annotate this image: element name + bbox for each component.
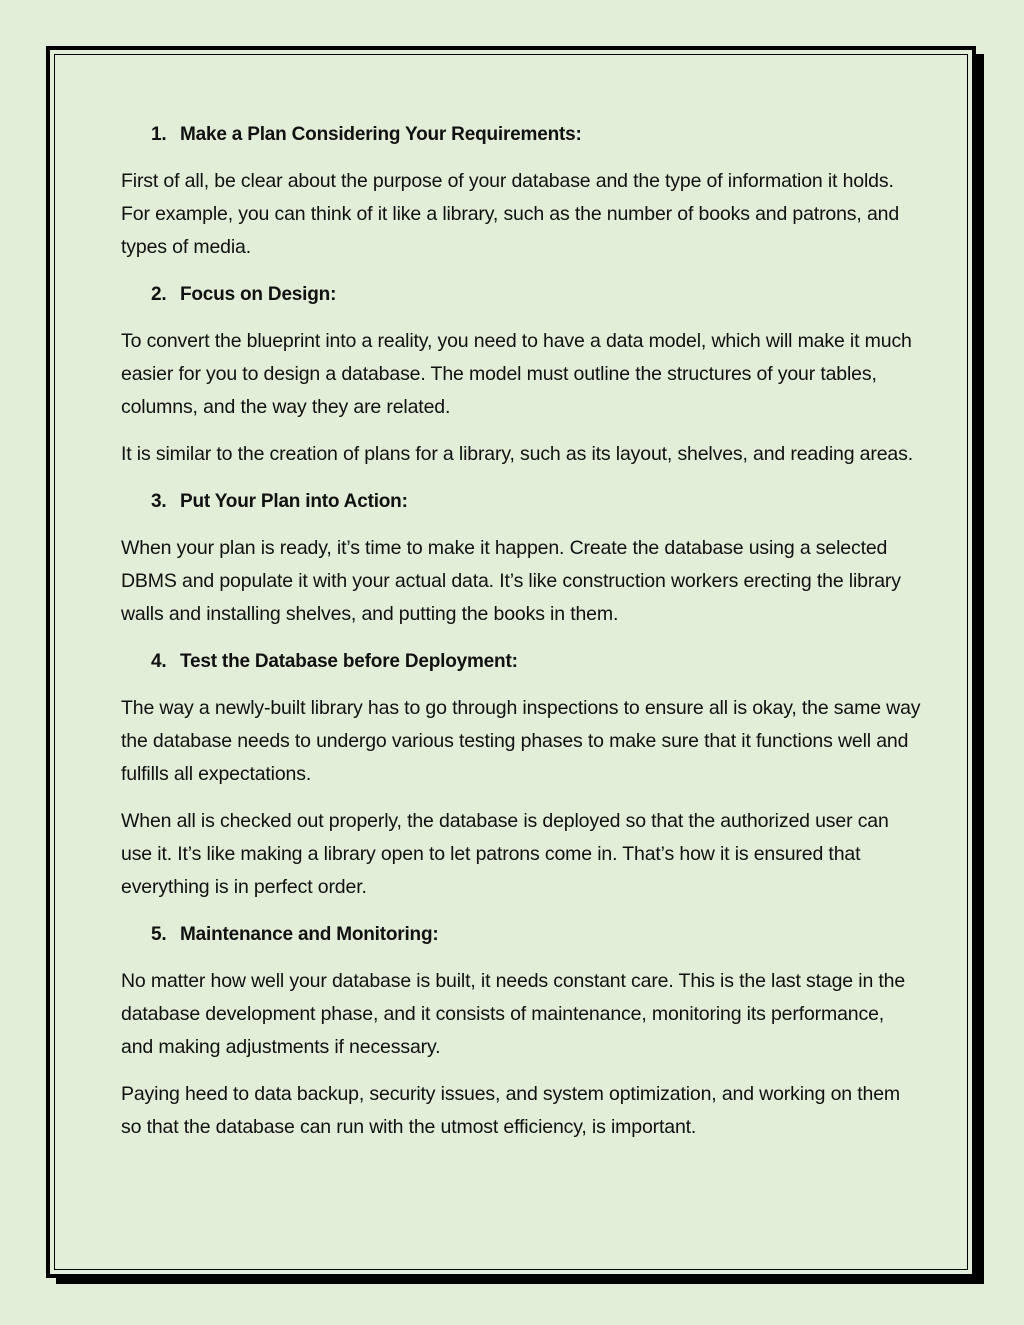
- paragraph: Paying heed to data backup, security issues, and system optimization, and working on them so that the database can run with the utmost efficiency, is important.: [121, 1083, 900, 1138]
- document-content: [121, 118, 921, 1158]
- paragraph: When all is checked out properly, the database is deployed so that the authorized user can use it. It’s like making a library open to let patrons come in. That’s how it is ensured that everything is in perfect order.: [121, 810, 889, 898]
- paragraph: No matter how well your database is built, it needs constant care. This is the last stage in the database development phase, and it consists of maintenance, monitoring its performance, and making adjustments if necessary.: [121, 970, 906, 1058]
- section-heading-3: [151, 485, 921, 518]
- section-heading-4: [151, 645, 921, 678]
- section-title: Focus on Design:: [180, 284, 337, 305]
- section-number: 1.: [151, 124, 167, 145]
- section-number: 4.: [151, 651, 167, 672]
- section-title: Make a Plan Considering Your Requirements:: [180, 124, 582, 145]
- section-heading-1: [151, 118, 921, 151]
- paragraph: When your plan is ready, it’s time to make it happen. Create the database using a selected DBMS and populate it with your actual data. It’s like construction workers erecting the library walls and installing shelves, and putting the books in them.: [121, 537, 901, 625]
- section-title: Maintenance and Monitoring:: [180, 924, 439, 945]
- section-number: 5.: [151, 924, 167, 945]
- section-title: Test the Database before Deployment:: [180, 651, 518, 672]
- section-title: Put Your Plan into Action:: [180, 491, 408, 512]
- section-heading-2: [151, 278, 921, 311]
- paragraph: It is similar to the creation of plans for a library, such as its layout, shelves, and reading areas.: [121, 443, 913, 465]
- section-number: 2.: [151, 284, 167, 305]
- paragraph: To convert the blueprint into a reality, you need to have a data model, which will make it much easier for you to design a database. The model must outline the structures of your tables, columns, and the way they are related.: [121, 330, 912, 418]
- section-heading-5: [151, 918, 921, 951]
- paragraph: First of all, be clear about the purpose of your database and the type of information it holds. For example, you can think of it like a library, such as the number of books and patrons, and types of media.: [121, 170, 900, 258]
- paragraph: The way a newly-built library has to go through inspections to ensure all is okay, the same way the database needs to undergo various testing phases to make sure that it functions well and fulfills all expectations.: [121, 697, 921, 785]
- section-number: 3.: [151, 491, 167, 512]
